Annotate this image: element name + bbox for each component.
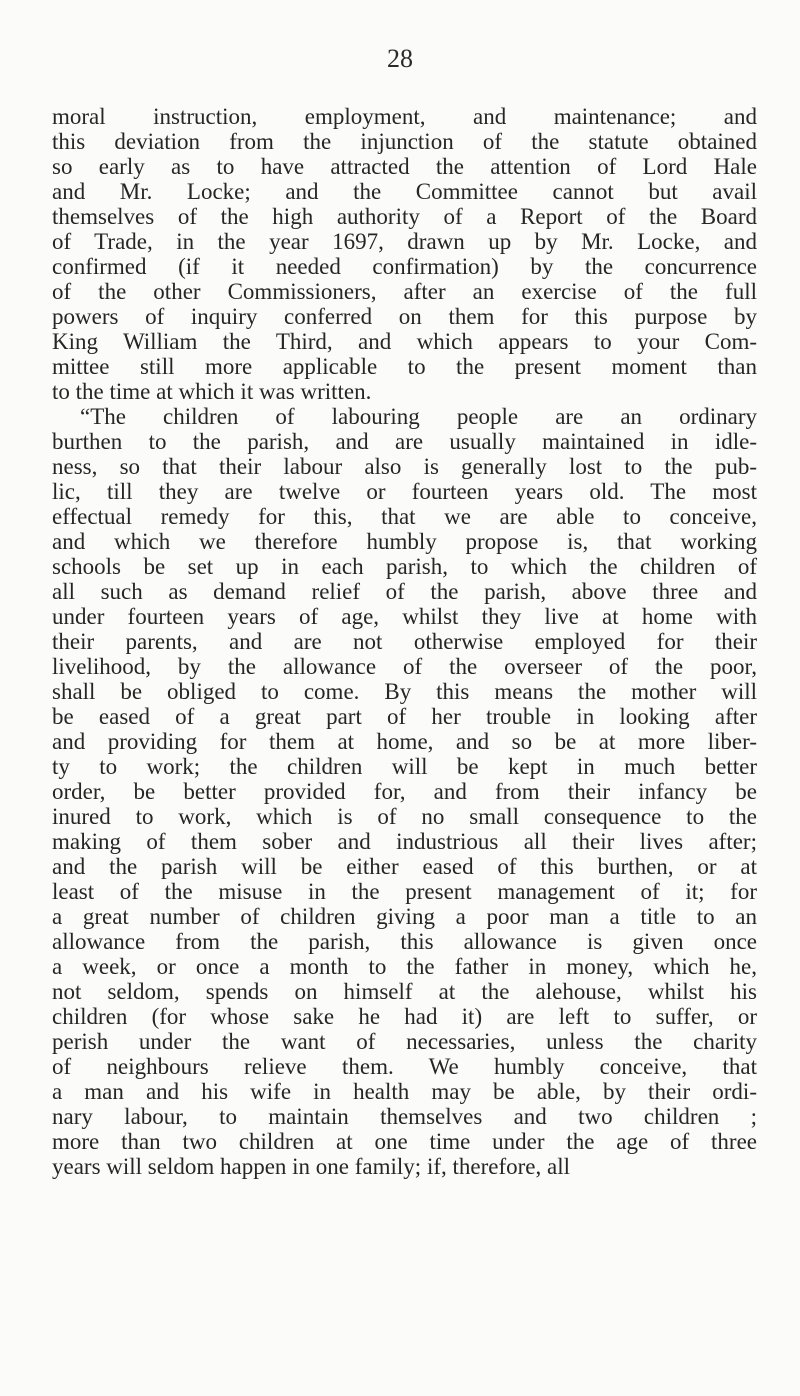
text-line: order, be better provided for, and from their infancy be [52,779,757,804]
paragraph [52,104,757,404]
text-line: ness, so that their labour also is generally lost to the pub- [52,454,757,479]
text-line: children (for whose sake he had it) are left to suffer, or [52,1004,757,1029]
text-line: moral instruction, employment, and maintenance; and [52,104,757,129]
text-line: inured to work, which is of no small consequence to the [52,804,757,829]
text-line: mittee still more applicable to the present moment than [52,354,757,379]
text-line: “The children of labouring people are an ordinary [80,404,757,429]
text-line: all such as demand relief of the parish, above three and [52,579,757,604]
text-line: lic, till they are twelve or fourteen years old. The most [52,479,757,504]
text-line: of Trade, in the year 1697, drawn up by Mr. Locke, and [52,229,757,254]
text-line: allowance from the parish, this allowance is given once [52,929,757,954]
text-line: schools be set up in each parish, to which the children of [52,554,757,579]
text-line: ty to work; the children will be kept in much better [52,754,757,779]
text-line: and providing for them at home, and so be at more liber- [52,729,757,754]
paragraph [52,404,757,1179]
text-line: and Mr. Locke; and the Committee cannot but avail [52,179,757,204]
text-line: their parents, and are not otherwise employed for their [52,629,757,654]
text-line: King William the Third, and which appears to your Com- [52,329,757,354]
text-line: and which we therefore humbly propose is, that working [52,529,757,554]
text-line: burthen to the parish, and are usually maintained in idle- [52,429,757,454]
text-line: under fourteen years of age, whilst they live at home with [52,604,757,629]
body-text [52,104,757,1179]
text-line: this deviation from the injunction of the statute obtained [52,129,757,154]
text-line: perish under the want of necessaries, unless the charity [52,1029,757,1054]
text-line: powers of inquiry conferred on them for this purpose by [52,304,757,329]
text-line: shall be obliged to come. By this means the mother will [52,679,757,704]
text-line: years will seldom happen in one family; if, therefore, all [52,1154,570,1179]
text-line: of the other Commissioners, after an exercise of the full [52,279,757,304]
text-line: confirmed (if it needed confirmation) by the concurrence [52,254,757,279]
text-line: to the time at which it was written. [52,379,372,404]
text-line: livelihood, by the allowance of the overseer of the poor, [52,654,757,679]
text-line: themselves of the high authority of a Report of the Board [52,204,757,229]
text-line: least of the misuse in the present management of it; for [52,879,757,904]
text-line: be eased of a great part of her trouble in looking after [52,704,757,729]
text-line: a week, or once a month to the father in money, which he, [52,954,757,979]
text-line: of neighbours relieve them. We humbly conceive, that [52,1054,757,1079]
text-line: and the parish will be either eased of this burthen, or at [52,854,757,879]
text-line: making of them sober and industrious all their lives after; [52,829,757,854]
text-line: so early as to have attracted the attention of Lord Hale [52,154,757,179]
text-line: not seldom, spends on himself at the alehouse, whilst his [52,979,757,1004]
text-line: effectual remedy for this, that we are able to conceive, [52,504,757,529]
text-line: more than two children at one time under the age of three [52,1129,757,1154]
page-number: 28 [387,44,413,73]
text-line: nary labour, to maintain themselves and two children ; [52,1104,757,1129]
text-line: a great number of children giving a poor man a title to an [52,904,757,929]
text-line: a man and his wife in health may be able, by their ordi- [52,1079,757,1104]
